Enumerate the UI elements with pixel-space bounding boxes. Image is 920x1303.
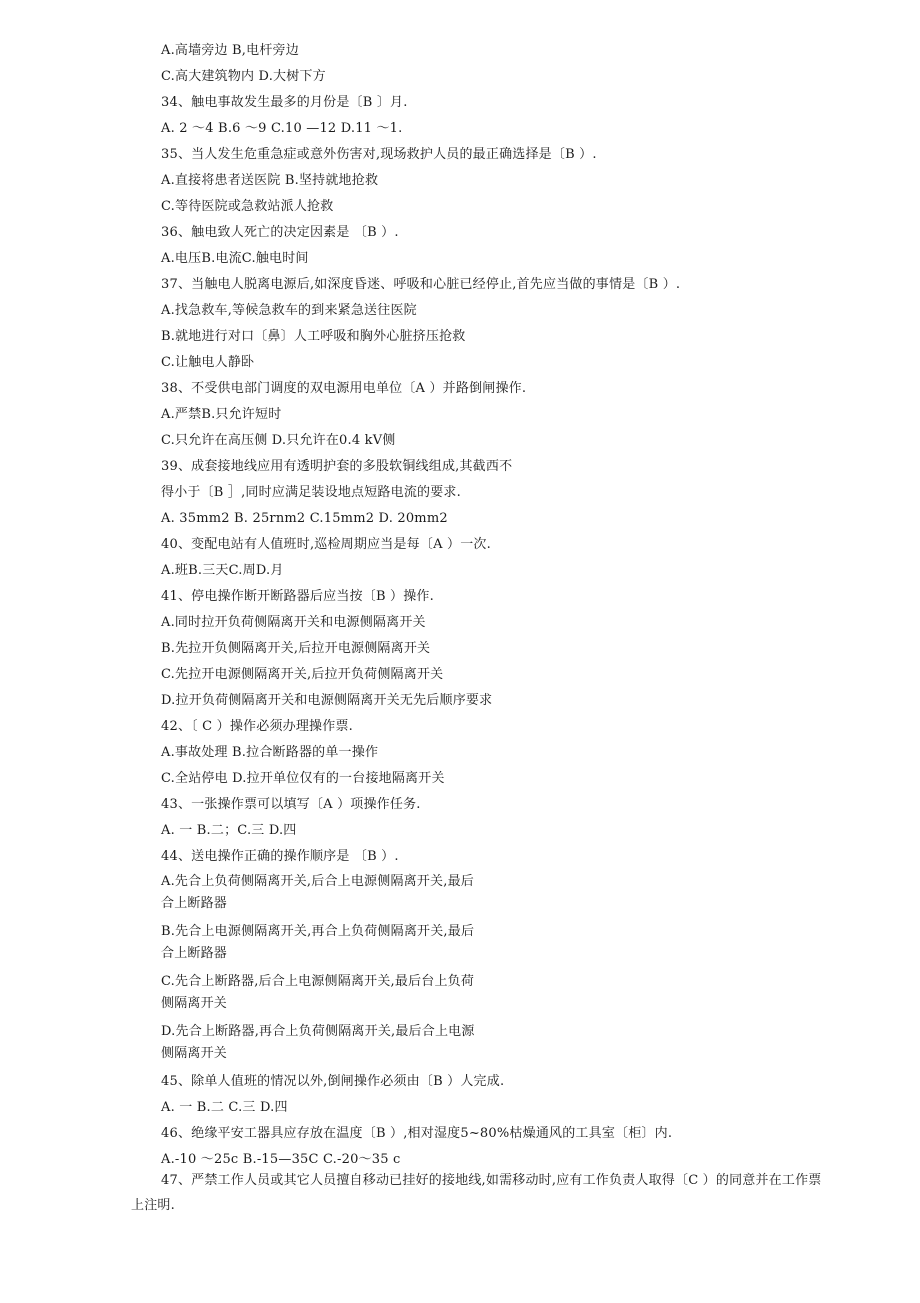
- option-line-44-c2: 侧隔离开关: [161, 996, 228, 1011]
- option-line-42-ab: A.事故处理 B.拉合断路器的单一操作: [161, 745, 379, 760]
- option-line-44-c1: C.先合上断路器,后合上电源侧隔离开关,最后台上负荷: [161, 974, 475, 989]
- question-44: 44、送电操作正确的操作顺序是 〔B ）.: [161, 849, 399, 864]
- question-34: 34、触电事故发生最多的月份是〔B 〕月.: [161, 95, 408, 110]
- option-line-44-d1: D.先合上断路器,再合上负荷侧隔离开关,最后合上电源: [161, 1024, 475, 1039]
- question-45: 45、除单人值班的情况以外,倒闸操作必须由〔B ）人完成.: [161, 1074, 505, 1089]
- option-line-44-a2: 合上断路器: [161, 896, 228, 911]
- option-line-35-c: C.等待医院或急救站派人抢救: [161, 199, 334, 214]
- option-line-44-b2: 合上断路器: [161, 946, 228, 961]
- option-line-43: A. 一 B.二；C.三 D.四: [161, 823, 297, 838]
- option-line-37-c: C.让触电人静卧: [161, 355, 255, 370]
- option-line-45: A. 一 B.二 C.三 D.四: [161, 1100, 288, 1115]
- option-line-37-a: A.找急救车,等候急救车的到来紧急送往医院: [161, 303, 417, 318]
- option-line-44-b1: B.先合上电源侧隔离开关,再合上负荷侧隔离开关,最后: [161, 924, 475, 939]
- option-line-38-cd: C.只允许在高压侧 D.只允许在0.4 kV侧: [161, 433, 396, 448]
- option-line-33-cd: C.高大建筑物内 D.大树下方: [161, 69, 326, 84]
- question-46: 46、绝缘平安工器具应存放在温度〔B ）,相对湿度5~80%枯燥通风的工具室〔柜〕内.: [161, 1126, 673, 1141]
- question-47: 47、严禁工作人员或其它人员擅自移动已挂好的接地线,如需移动时,应有工作负责人取得〔C ）的同意并在工作票上注明.: [131, 1173, 822, 1213]
- option-line-37-b: B.就地进行对口〔鼻〕人工呼吸和胸外心脏挤压抢救: [161, 329, 466, 344]
- option-line-41-b: B.先拉开负侧隔离开关,后拉开电源侧隔离开关: [161, 641, 431, 656]
- option-line-42-cd: C.全站停电 D.拉开单位仅有的一台接地隔离开关: [161, 771, 445, 786]
- option-line-34: A. 2 ～4 B.6 ～9 C.10 —12 D.11 ～1.: [161, 121, 403, 136]
- question-41: 41、停电操作断开断路器后应当按〔B ）操作.: [161, 589, 434, 604]
- question-38: 38、不受供电部门调度的双电源用电单位〔A ）并路倒闸操作.: [161, 381, 527, 396]
- question-39-part2: 得小于〔B ］,同时应满足装设地点短路电流的要求.: [161, 485, 461, 500]
- option-line-40: A.班B.三天C.周D.月: [161, 563, 284, 578]
- option-line-33-ab: A.高墙旁边 B,电杆旁边: [161, 43, 299, 58]
- question-40: 40、变配电站有人值班时,巡检周期应当是每〔A ）一次.: [161, 537, 491, 552]
- option-line-35-ab: A.直接将患者送医院 B.坚持就地抢救: [161, 173, 379, 188]
- option-line-41-a: A.同时拉开负荷侧隔离开关和电源侧隔离开关: [161, 615, 426, 630]
- option-line-36: A.电压B.电流C.触电时间: [161, 251, 309, 266]
- question-43: 43、一张操作票可以填写〔A ）项操作任务.: [161, 797, 421, 812]
- question-36: 36、触电致人死亡的决定因素是 〔B ）.: [161, 225, 399, 240]
- option-line-41-d: D.拉开负荷侧隔离开关和电源侧隔离开关无先后顺序要求: [161, 693, 493, 708]
- option-line-46: A.-10 ～25c B.-15—35C C.-20～35 c: [161, 1152, 401, 1167]
- option-line-44-d2: 侧隔离开关: [161, 1046, 228, 1061]
- option-line-41-c: C.先拉开电源侧隔离开关,后拉开负荷侧隔离开关: [161, 667, 444, 682]
- option-line-39: A. 35mm2 B. 25rnm2 C.15mm2 D. 20mm2: [161, 511, 448, 526]
- option-line-44-a1: A.先合上负荷侧隔离开关,后合上电源侧隔离开关,最后: [161, 874, 474, 889]
- question-35: 35、当人发生危重急症或意外伤害对,现场救护人员的最正确选择是〔B ）.: [161, 147, 597, 162]
- question-37: 37、当触电人脱离电源后,如深度昏迷、呼吸和心脏已经停止,首先应当做的事情是〔B ）.: [161, 277, 681, 292]
- option-line-38-ab: A.严禁B.只允许短时: [161, 407, 282, 422]
- question-42: 42、〔 C ）操作必须办理操作票.: [161, 719, 353, 734]
- question-39-part1: 39、成套接地线应用有透明护套的多股软铜线组成,其截西不: [161, 459, 513, 474]
